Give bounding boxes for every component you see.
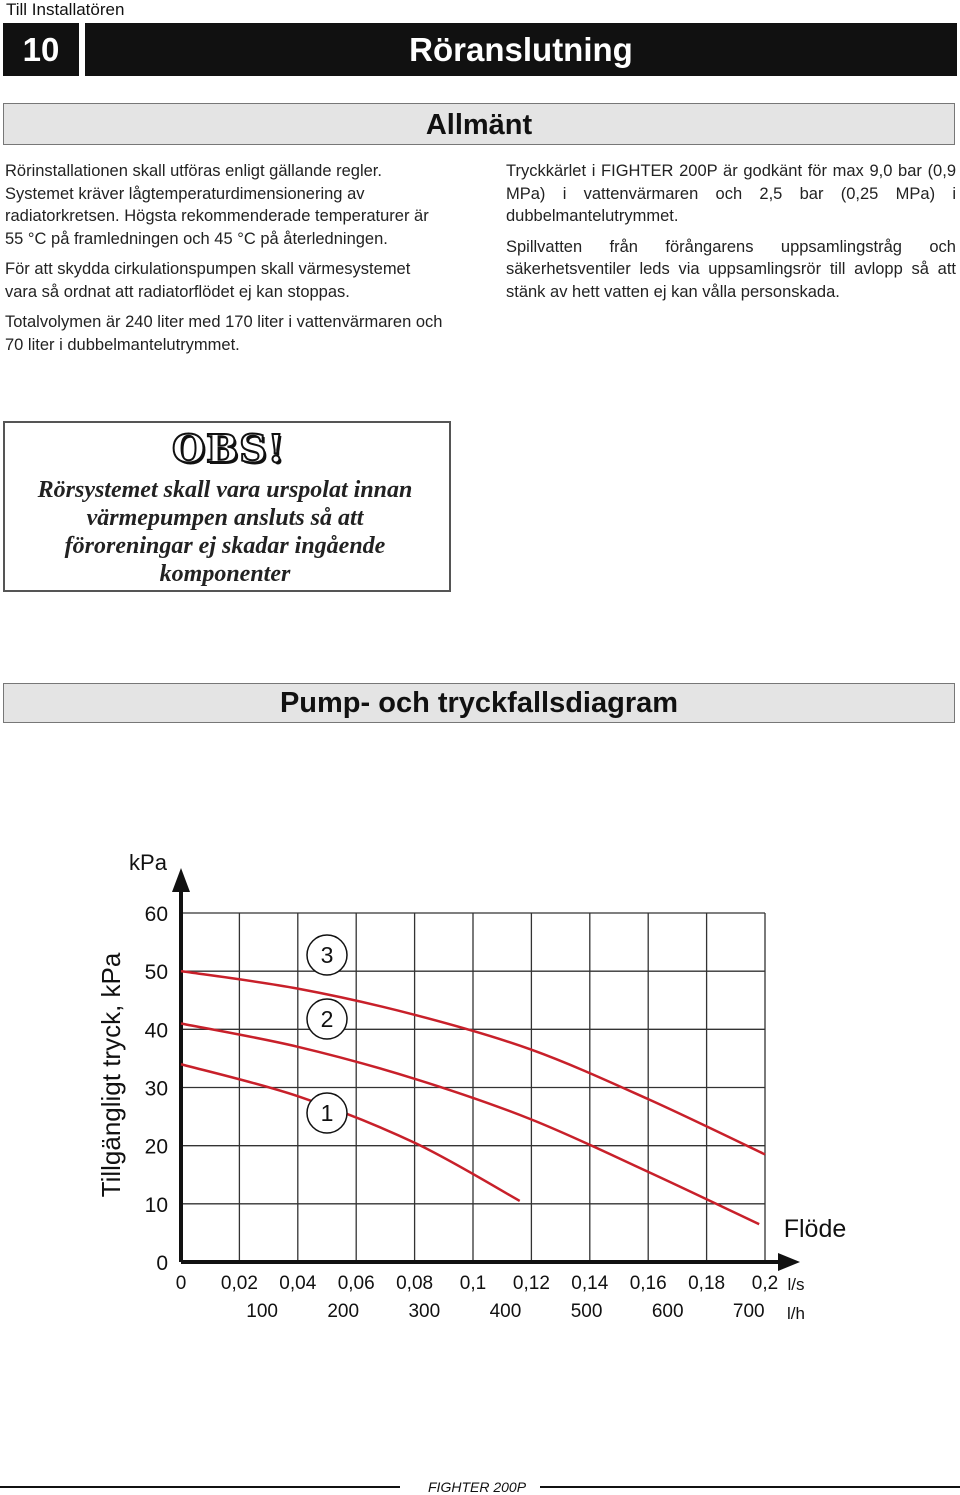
x-tick-label: 0,1 — [459, 1273, 487, 1294]
x-tick-label: 0,02 — [220, 1273, 258, 1294]
x-secondary-tick-label: 600 — [651, 1301, 684, 1322]
y-tick-label: 40 — [144, 1019, 168, 1043]
right-column — [506, 160, 956, 311]
x-secondary-tick-label: 700 — [732, 1301, 765, 1322]
y-axis-arrow — [172, 868, 190, 892]
series-line-1 — [181, 1064, 520, 1201]
series-line-2 — [181, 1024, 759, 1225]
diagram-heading: Pump- och tryckfallsdiagram — [3, 683, 955, 723]
x-tick-label: 0 — [175, 1273, 187, 1294]
paragraph: Totalvolymen är 240 liter med 170 liter i vattenvärmaren och 70 liter i dubbelmantelutrymmet. — [5, 313, 443, 354]
footer-product: FIGHTER 200P — [428, 1479, 527, 1495]
paragraph: Tryckkärlet i FIGHTER 200P är godkänt för max 9,0 bar (0,9 MPa) i vattenvärmaren och 2,5 bar (0,25 MPa) i dubbelmantelutrymmet. — [506, 162, 956, 225]
x-unit-primary: l/s — [787, 1275, 805, 1294]
notice-text: Rörsystemet skall vara urspolat innan värmepumpen ansluts så att föroreningar ej skadar ingående komponenter — [37, 477, 413, 587]
x-secondary-tick-label: 500 — [570, 1301, 603, 1322]
y-tick-label: 0 — [156, 1252, 168, 1275]
y-tick-label: 20 — [144, 1135, 168, 1159]
x-tick-label: 0,08 — [396, 1273, 434, 1294]
y-tick-label: 10 — [144, 1193, 168, 1217]
section-label: Till Installatören — [6, 0, 125, 19]
y-tick-label: 30 — [144, 1077, 168, 1101]
x-tick-label: 0,16 — [629, 1273, 667, 1294]
footer-rule — [540, 1486, 960, 1488]
x-secondary-tick-label: 100 — [246, 1301, 278, 1322]
paragraph: För att skydda cirkulationspumpen skall värmesystemet vara så ordnat att radiatorflödet ej kan stoppas. — [5, 260, 411, 301]
footer-rule — [0, 1486, 400, 1488]
series-label-2: 2 — [320, 1006, 334, 1032]
general-heading: Allmänt — [3, 103, 955, 145]
x-tick-label: 0,18 — [688, 1273, 726, 1294]
y-tick-label: 60 — [144, 903, 168, 926]
y-tick-label: 50 — [144, 961, 168, 985]
chapter-number: 10 — [3, 23, 79, 76]
series-label-3: 3 — [320, 942, 334, 968]
y-unit-label: kPa — [129, 850, 167, 875]
x-secondary-tick-label: 200 — [327, 1301, 360, 1322]
paragraph: Rörinstallationen skall utföras enligt gällande regler. Systemet kräver lågtemperaturdimensionering av radiatorkretsen. Högsta rekommenderade temperaturer är 55 °C på framledningen och 45 °C på återledningen. — [5, 162, 429, 248]
notice-title: OBS! — [172, 426, 286, 471]
x-axis-arrow — [778, 1253, 800, 1271]
x-secondary-tick-label: 300 — [408, 1301, 441, 1322]
chapter-title: Röranslutning — [85, 23, 957, 76]
left-column — [5, 160, 445, 364]
series-label-1: 1 — [320, 1100, 334, 1126]
x-secondary-tick-label: 400 — [489, 1301, 522, 1322]
x-unit-secondary: l/h — [787, 1304, 805, 1323]
y-axis-title: Tillgängligt tryck, kPa — [96, 952, 126, 1198]
pump-pressure-chart — [0, 830, 960, 1350]
paragraph: Spillvatten från förångarens uppsamlingstråg och säkerhetsventiler leds via uppsamlingsrör till avlopp så att stänk av hett vatten ej kan vålla personskada. — [506, 237, 956, 301]
x-tick-label: 0,2 — [751, 1273, 779, 1294]
x-tick-label: 0,04 — [279, 1273, 317, 1294]
x-tick-label: 0,12 — [512, 1273, 550, 1294]
x-tick-label: 0,14 — [571, 1273, 609, 1294]
x-tick-label: 0,06 — [337, 1273, 375, 1294]
x-axis-title: Flöde — [783, 1215, 847, 1243]
